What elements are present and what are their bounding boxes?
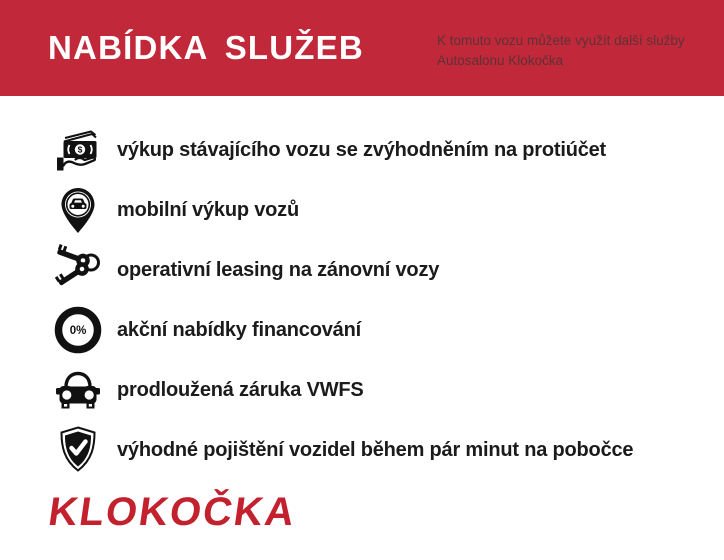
- service-label: akční nabídky financování: [117, 318, 361, 341]
- shield-check-icon: [52, 424, 110, 476]
- cash-in-hand-icon: [52, 124, 110, 176]
- header-banner: [0, 0, 724, 96]
- service-label: výhodné pojištění vozidel během pár minut na pobočce: [117, 438, 634, 461]
- list-item: [52, 300, 692, 360]
- header-note: [437, 31, 685, 71]
- list-item: [52, 360, 692, 420]
- service-label: prodloužená záruka VWFS: [117, 378, 364, 401]
- car-front-icon: [52, 364, 110, 416]
- service-label: mobilní výkup vozů: [117, 198, 299, 221]
- svg-text:0%: 0%: [69, 325, 87, 337]
- zero-percent-icon: [52, 304, 110, 356]
- services-list: [52, 120, 692, 480]
- list-item: [52, 180, 692, 240]
- car-keys-icon: [52, 244, 110, 296]
- header-note-line2: Autosalonu Klokočka: [437, 53, 564, 68]
- list-item: [52, 420, 692, 480]
- klokocka-logo: KLOKOČKA: [45, 490, 299, 534]
- header-note-line1: K tomuto vozu můžete využít další služby: [437, 33, 685, 48]
- list-item: [52, 120, 692, 180]
- list-item: [52, 240, 692, 300]
- service-label: operativní leasing na zánovní vozy: [117, 258, 440, 281]
- svg-text:$: $: [77, 144, 83, 155]
- car-location-pin-icon: [52, 184, 110, 236]
- service-label: výkup stávajícího vozu se zvýhodněním na protiúčet: [117, 138, 607, 161]
- page-title: NABÍDKA SLUŽEB: [48, 29, 364, 66]
